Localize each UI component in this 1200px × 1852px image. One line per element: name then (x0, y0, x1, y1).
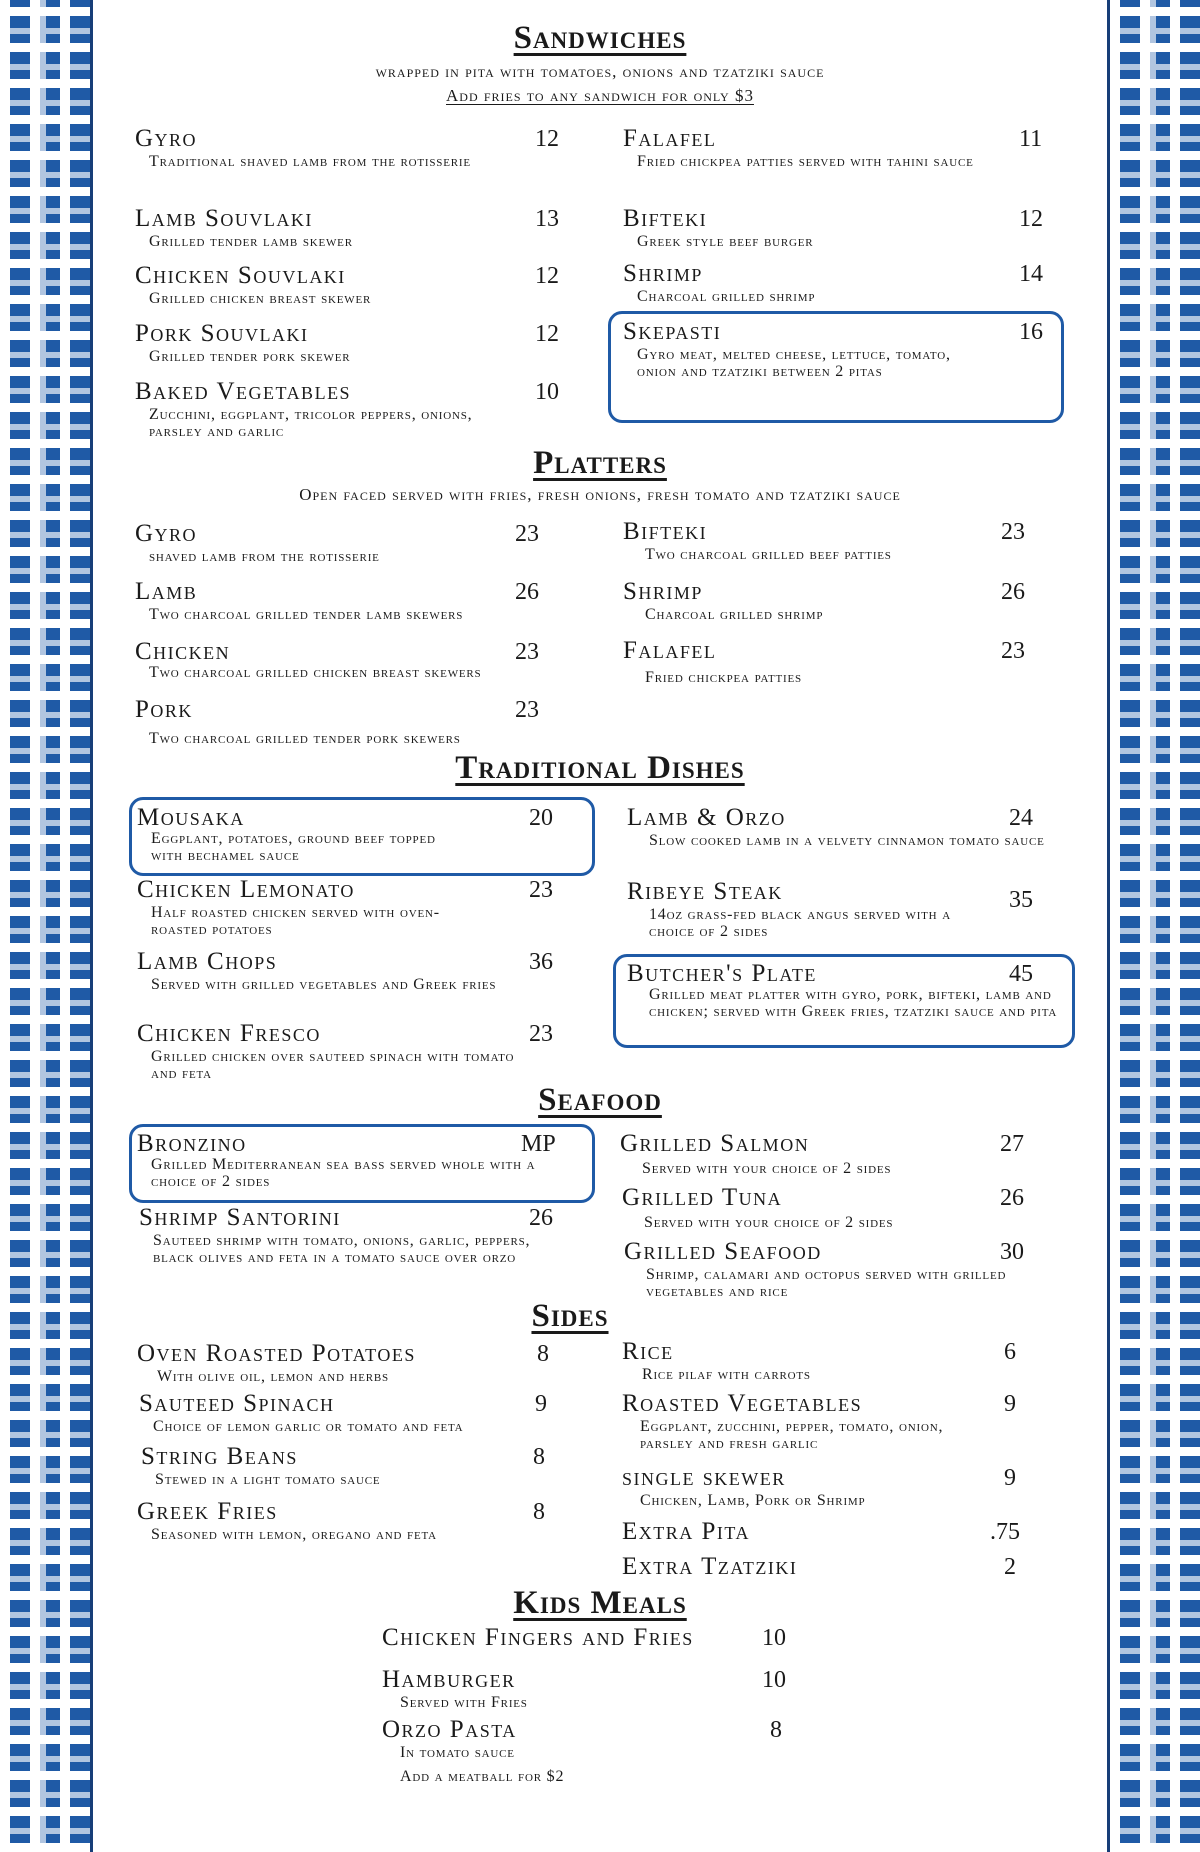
item-description: shaved lamb from the rotisserie (149, 548, 380, 565)
item-price: 12 (535, 263, 559, 289)
item-name: Extra Tzatziki (622, 1553, 798, 1580)
item-price: 10 (535, 379, 559, 405)
item-description: Charcoal grilled shrimp (645, 606, 824, 623)
item-price: MP (521, 1131, 556, 1157)
item-price: 35 (1009, 887, 1033, 913)
item-name: Oven Roasted Potatoes (137, 1340, 416, 1367)
item-price: 23 (1001, 519, 1025, 545)
item-description: Grilled tender lamb skewer (149, 233, 353, 250)
section-title-sides: Sides (531, 1298, 609, 1334)
item-price: .75 (990, 1519, 1020, 1545)
item-name: Grilled Tuna (622, 1184, 783, 1211)
platters-subtitle: Open faced served with fries, fresh onions, fresh tomato and tzatziki sauce (299, 485, 901, 504)
item-name: Chicken (135, 638, 231, 665)
item-description: With olive oil, lemon and herbs (157, 1368, 389, 1385)
item-name: Gyro (135, 125, 198, 152)
item-name: single skewer (622, 1464, 786, 1491)
item-description: Greek style beef burger (637, 233, 814, 250)
item-description: Served with your choice of 2 sides (644, 1214, 894, 1231)
item-price: 12 (1019, 206, 1043, 232)
item-price: 8 (533, 1499, 545, 1525)
item-price: 14 (1019, 261, 1043, 287)
item-price: 20 (529, 805, 553, 831)
item-description: Choice of lemon garlic or tomato and feta (153, 1418, 464, 1435)
item-price: 24 (1009, 805, 1033, 831)
item-name: Extra Pita (622, 1518, 750, 1545)
item-price: 45 (1009, 961, 1033, 987)
item-name: Mousaka (137, 804, 245, 831)
item-description: Served with your choice of 2 sides (642, 1160, 892, 1177)
item-description: Two charcoal grilled beef patties (645, 546, 892, 563)
item-name: Baked Vegetables (135, 378, 352, 405)
item-description: 14oz grass-fed black angus served with a choice of 2 sides (649, 906, 951, 940)
item-name: Lamb & Orzo (627, 804, 786, 831)
item-price: 23 (529, 877, 553, 903)
item-price: 26 (1000, 1185, 1024, 1211)
item-name: Rice (622, 1338, 674, 1365)
item-price: 23 (1001, 638, 1025, 664)
item-description: Two charcoal grilled chicken breast skewers (149, 664, 482, 681)
section-title-kids-meals: Kids Meals (513, 1585, 687, 1621)
item-description: Grilled chicken over sauteed spinach with tomato and feta (151, 1048, 515, 1082)
item-price: 6 (1004, 1339, 1016, 1365)
item-description: Sauteed shrimp with tomato, onions, garlic, peppers, black olives and feta in a tomato sauce over orzo (153, 1232, 531, 1266)
item-description: Eggplant, zucchini, pepper, tomato, onion, parsley and fresh garlic (640, 1418, 944, 1452)
item-name: Grilled Seafood (624, 1238, 822, 1265)
item-price: 10 (762, 1667, 786, 1693)
item-name: Shrimp Santorini (139, 1204, 341, 1231)
item-name: Roasted Vegetables (622, 1390, 863, 1417)
item-price: 8 (770, 1717, 782, 1743)
item-description: Stewed in a light tomato sauce (155, 1471, 381, 1488)
item-description: Grilled chicken breast skewer (149, 290, 372, 307)
item-price: 10 (762, 1625, 786, 1651)
item-description: Chicken, Lamb, Pork or Shrimp (640, 1492, 866, 1509)
item-price: 16 (1019, 319, 1043, 345)
item-description: Traditional shaved lamb from the rotisserie (149, 153, 471, 170)
sandwiches-subtitle: wrapped in pita with tomatoes, onions and tzatziki sauce (375, 62, 825, 81)
item-price: 8 (533, 1444, 545, 1470)
item-name: Ribeye Steak (627, 878, 783, 905)
item-description: Grilled tender pork skewer (149, 348, 351, 365)
item-description: Eggplant, potatoes, ground beef topped with bechamel sauce (151, 830, 436, 864)
item-name: Chicken Fresco (137, 1020, 321, 1047)
item-name: Grilled Salmon (620, 1130, 810, 1157)
item-name: Shrimp (623, 260, 703, 287)
item-name: Greek Fries (137, 1498, 278, 1525)
item-price: 12 (535, 321, 559, 347)
item-name: Bronzino (137, 1130, 247, 1157)
item-description: Half roasted chicken served with oven-roasted potatoes (151, 904, 440, 938)
item-name: Bifteki (623, 518, 708, 545)
item-description: Grilled Mediterranean sea bass served whole with a choice of 2 sides (151, 1156, 536, 1190)
item-description: Served with Fries (400, 1694, 528, 1711)
item-price: 30 (1000, 1239, 1024, 1265)
item-description: Gyro meat, melted cheese, lettuce, tomato, onion and tzatziki between 2 pitas (637, 346, 951, 380)
item-name: Gyro (135, 520, 198, 547)
item-name: String Beans (141, 1443, 298, 1470)
item-description: Served with grilled vegetables and Greek fries (151, 976, 497, 993)
item-price: 12 (535, 126, 559, 152)
item-note: Add a meatball for $2 (400, 1768, 565, 1785)
item-name: Falafel (623, 125, 717, 152)
greek-key-border-right (1107, 0, 1200, 1852)
item-name: Lamb Souvlaki (135, 205, 313, 232)
item-name: Butcher's Plate (627, 960, 817, 987)
item-price: 23 (515, 639, 539, 665)
item-description: Two charcoal grilled tender lamb skewers (149, 606, 464, 623)
item-price: 23 (515, 521, 539, 547)
section-title-seafood: Seafood (538, 1082, 662, 1118)
item-name: Pork Souvlaki (135, 320, 309, 347)
item-description: Charcoal grilled shrimp (637, 288, 816, 305)
item-name: Chicken Fingers and Fries (382, 1624, 694, 1651)
item-price: 9 (535, 1391, 547, 1417)
item-name: Bifteki (623, 205, 708, 232)
item-name: Skepasti (623, 318, 722, 345)
item-price: 2 (1004, 1554, 1016, 1580)
item-name: Falafel (623, 637, 717, 664)
item-name: Chicken Lemonato (137, 876, 355, 903)
item-price: 8 (537, 1341, 549, 1367)
item-description: In tomato sauce (400, 1744, 515, 1761)
item-name: Chicken Souvlaki (135, 262, 346, 289)
item-price: 26 (515, 579, 539, 605)
item-price: 23 (529, 1021, 553, 1047)
item-description: Fried chickpea patties served with tahini sauce (637, 153, 974, 170)
menu-page (95, 0, 1105, 1852)
section-title-traditional-dishes: Traditional Dishes (455, 750, 745, 786)
item-description: Shrimp, calamari and octopus served with grilled vegetables and rice (646, 1266, 1007, 1300)
item-price: 9 (1004, 1391, 1016, 1417)
item-description: Two charcoal grilled tender pork skewers (149, 730, 461, 747)
item-description: Rice pilaf with carrots (642, 1366, 811, 1383)
item-price: 11 (1019, 126, 1043, 152)
sandwiches-fries-note: Add fries to any sandwich for only $3 (446, 86, 754, 105)
section-title-platters: Platters (533, 445, 667, 481)
item-price: 9 (1004, 1465, 1016, 1491)
item-description: Slow cooked lamb in a velvety cinnamon tomato sauce (649, 832, 1045, 849)
greek-key-border-left (0, 0, 93, 1852)
item-description: Grilled meat platter with gyro, pork, bifteki, lamb and chicken; served with Greek fries, tzatziki sauce and pita (649, 986, 1058, 1020)
item-name: Lamb Chops (137, 948, 278, 975)
item-description: Zucchini, eggplant, tricolor peppers, onions, parsley and garlic (149, 406, 473, 440)
item-price: 26 (529, 1205, 553, 1231)
item-name: Hamburger (382, 1666, 516, 1693)
item-name: Shrimp (623, 578, 703, 605)
item-price: 26 (1001, 579, 1025, 605)
item-price: 13 (535, 206, 559, 232)
item-name: Pork (135, 696, 193, 723)
section-title-sandwiches: Sandwiches (513, 20, 687, 56)
item-name: Orzo Pasta (382, 1716, 517, 1743)
item-description: Seasoned with lemon, oregano and feta (151, 1526, 437, 1543)
item-price: 23 (515, 697, 539, 723)
item-description: Fried chickpea patties (645, 669, 802, 686)
item-price: 27 (1000, 1131, 1024, 1157)
item-name: Sauteed Spinach (139, 1390, 335, 1417)
item-name: Lamb (135, 578, 198, 605)
item-price: 36 (529, 949, 553, 975)
